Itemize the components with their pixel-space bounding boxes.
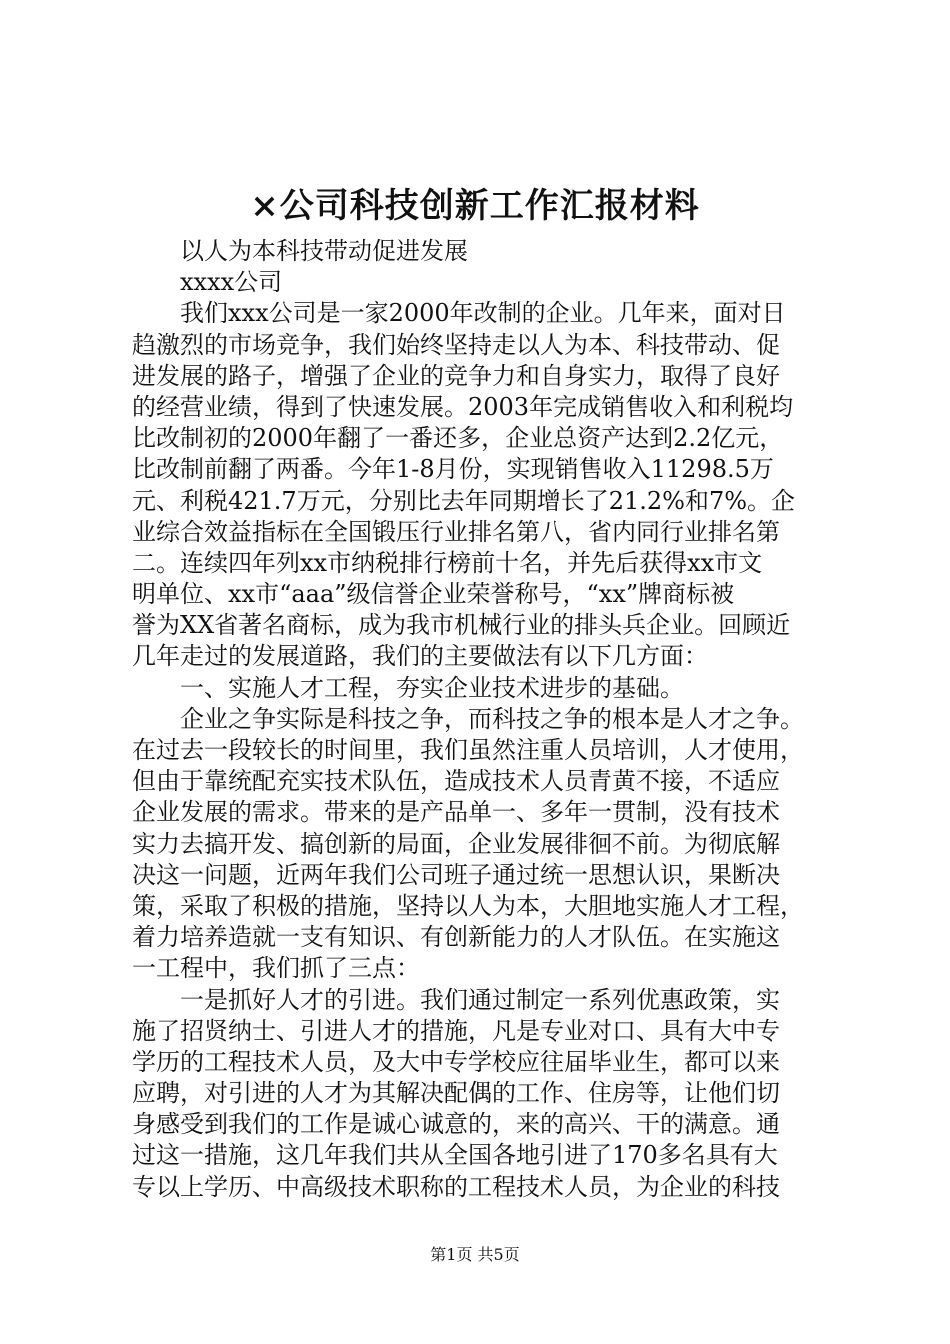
paragraph-line: 趋激烈的市场竞争，我们始终坚持走以人为本、科技带动、促: [132, 330, 780, 359]
paragraph-line: 施了招贤纳士、引进人才的措施，凡是专业对口、具有大中专: [132, 1016, 780, 1045]
paragraph-line: 企业之争实际是科技之争，而科技之争的根本是人才之争。: [180, 704, 804, 733]
paragraph-line: 在过去一段较长的时间里，我们虽然注重人员培训，人才使用，: [132, 736, 804, 764]
paragraph-line: 明单位、xx市“aaa”级信誉企业荣誉称号，“xx”牌商标被: [132, 580, 735, 609]
paragraph-line: 但由于靠统配充实技术队伍，造成技术人员青黄不接，不适应: [132, 767, 780, 796]
section-heading: 一、实施人才工程，夯实企业技术进步的基础。: [180, 673, 684, 702]
document-body: [132, 236, 852, 1203]
paragraph-line: 过这一措施，这几年我们共从全国各地引进了170多名具有大: [132, 1141, 778, 1170]
paragraph-line: 决这一问题，近两年我们公司班子通过统一思想认识，果断决: [132, 860, 780, 889]
paragraph-line: 实力去搞开发、搞创新的局面，企业发展徘徊不前。为彻底解: [132, 829, 780, 858]
paragraph-line: 一是抓好人才的引进。我们通过制定一系列优惠政策，实: [180, 985, 780, 1014]
paragraph-line: 比改制前翻了两番。今年1-8月份，实现销售收入11298.5万: [132, 455, 774, 484]
paragraph-line: 我们xxx公司是一家2000年改制的企业。几年来，面对日: [180, 299, 786, 328]
page-footer: 第1页 共5页: [430, 1245, 520, 1264]
paragraph-line: 誉为XX省著名商标，成为我市机械行业的排头兵企业。回顾近: [132, 611, 791, 640]
paragraph-line: 学历的工程技术人员，及大中专学校应往届毕业生，都可以来: [132, 1047, 780, 1076]
document-title: ×公司科技创新工作汇报材料: [250, 186, 700, 226]
paragraph-line: 比改制初的2000年翻了一番还多，企业总资产达到2.2亿元，: [132, 424, 784, 453]
paragraph-line: 进发展的路子，增强了企业的竞争力和自身实力，取得了良好: [132, 361, 780, 390]
subtitle-line: 以人为本科技带动促进发展: [180, 237, 468, 265]
paragraph-line: 应聘，对引进的人才为其解决配偶的工作、住房等，让他们切: [132, 1079, 780, 1108]
paragraph-line: 几年走过的发展道路，我们的主要做法有以下几方面：: [132, 642, 708, 671]
paragraph-line: 企业发展的需求。带来的是产品单一、多年一贯制，没有技术: [132, 798, 780, 827]
paragraph-line: 专以上学历、中高级技术职称的工程技术人员，为企业的科技: [132, 1172, 780, 1201]
paragraph-line: 元、利税421.7万元，分别比去年同期增长了21.2%和7%。企: [132, 486, 796, 515]
paragraph-line: 二。连续四年列xx市纳税排行榜前十名，并先后获得xx市文: [132, 548, 763, 577]
paragraph-line: 的经营业绩，得到了快速发展。2003年完成销售收入和利税均: [132, 392, 794, 421]
company-line: xxxx公司: [180, 268, 283, 297]
paragraph-line: 策，采取了积极的措施，坚持以人为本，大胆地实施人才工程，: [132, 891, 804, 920]
paragraph-line: 身感受到我们的工作是诚心诚意的，来的高兴、干的满意。通: [132, 1110, 780, 1139]
paragraph-line: 业综合效益指标在全国锻压行业排名第八，省内同行业排名第: [132, 517, 780, 546]
paragraph-line: 一工程中，我们抓了三点：: [132, 954, 420, 983]
paragraph-line: 着力培养造就一支有知识、有创新能力的人才队伍。在实施这: [132, 923, 780, 952]
